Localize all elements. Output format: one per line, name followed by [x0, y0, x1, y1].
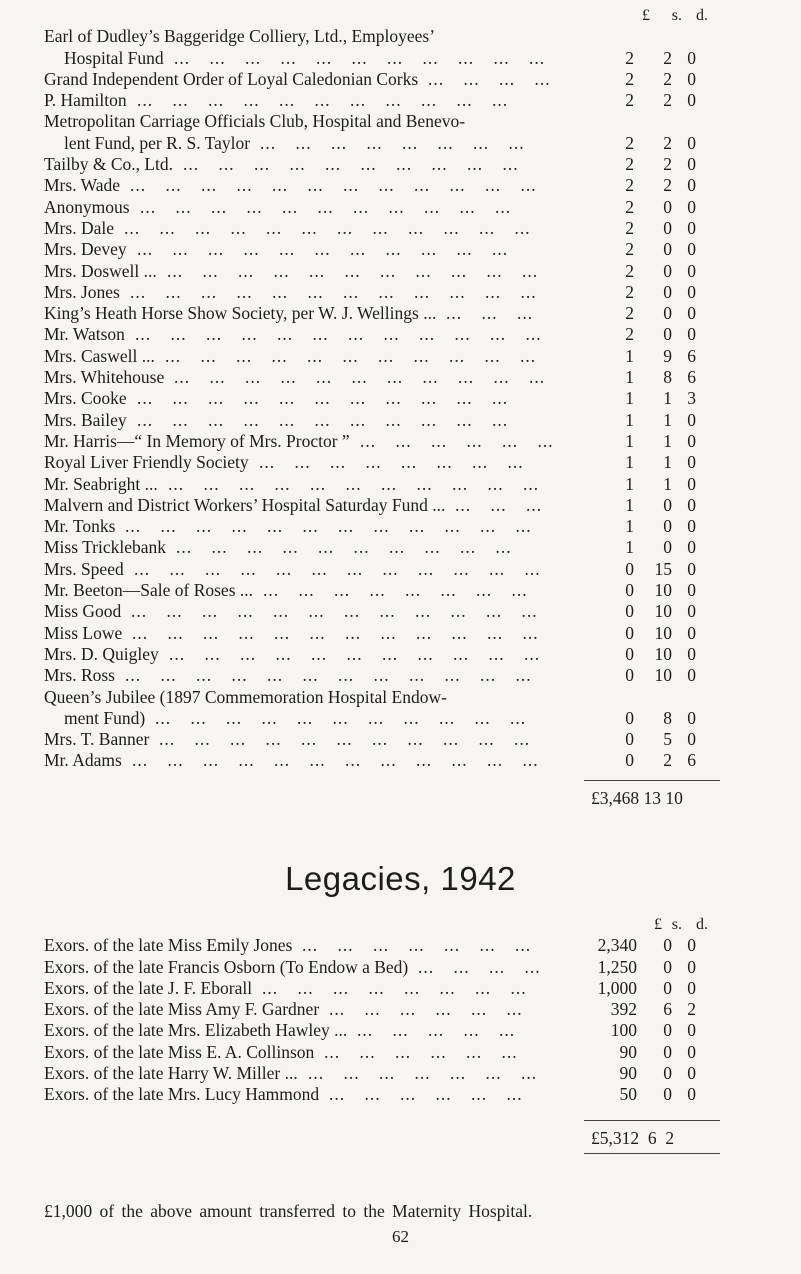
entry-name: Miss Lowe — [44, 622, 123, 643]
table-row — [44, 978, 774, 999]
amount-pounds: 1 — [625, 345, 634, 366]
amount-pounds: 0 — [625, 707, 634, 728]
dot-leader: ... ... ... ... ... ... ... ... ... ... ... ... — [130, 281, 537, 302]
amount-shillings: 0 — [663, 956, 672, 977]
amount-pence: 0 — [687, 260, 696, 281]
dot-leader: ... ... ... ... ... ... ... ... ... ... ... ... — [124, 217, 531, 238]
entry-name: ment Fund) — [64, 707, 146, 728]
dot-leader: ... ... ... ... ... ... ... ... ... ... ... — [174, 367, 546, 388]
table-row — [44, 282, 774, 303]
entry-name: Metropolitan Carriage Officials Club, Hospital and Benevo- — [44, 111, 466, 132]
amount-shillings: 10 — [654, 601, 672, 622]
amount-pence: 0 — [687, 558, 696, 579]
amount-shillings: 0 — [663, 196, 672, 217]
dot-leader: ... ... ... ... ... ... — [329, 999, 523, 1020]
table-row — [44, 580, 774, 601]
table-row — [44, 239, 774, 260]
entry-name: Mrs. D. Quigley — [44, 643, 159, 664]
amount-shillings: 0 — [663, 516, 672, 537]
amount-pence: 0 — [687, 494, 696, 515]
legacies-pounds-header: £ — [654, 916, 662, 933]
amount-pounds: 1 — [625, 516, 634, 537]
amount-pence: 0 — [687, 47, 696, 68]
legacies-subtotal-rule — [584, 1120, 720, 1121]
entry-name: Mrs. Ross — [44, 665, 115, 686]
entry-name: Hospital Fund — [64, 47, 164, 68]
table-row — [44, 90, 774, 111]
dot-leader: ... ... ... ... ... ... ... ... — [260, 132, 525, 153]
amount-shillings: 1 — [663, 388, 672, 409]
dot-leader: ... ... ... ... ... ... ... ... — [262, 977, 527, 998]
amount-pounds: 2 — [625, 154, 634, 175]
table-row — [44, 431, 774, 452]
donations-total-rule — [584, 780, 720, 781]
amount-shillings: 2 — [663, 90, 672, 111]
entry-name: Mr. Seabright ... — [44, 473, 158, 494]
entry-name: Grand Independent Order of Loyal Caledonian Corks — [44, 68, 419, 89]
entry-name: Mrs. Caswell ... — [44, 345, 155, 366]
amount-pounds: 1 — [625, 388, 634, 409]
donations-total: £3,468 13 10 — [591, 788, 683, 808]
dot-leader: ... ... ... ... ... ... ... — [308, 1063, 538, 1084]
pence-header: d. — [696, 7, 708, 24]
amount-pence: 0 — [687, 473, 696, 494]
amount-shillings: 0 — [663, 239, 672, 260]
donations-table — [44, 5, 774, 772]
amount-pounds: 0 — [625, 750, 634, 771]
entry-name: Exors. of the late Miss Emily Jones — [44, 935, 293, 956]
dot-leader: ... ... ... ... — [418, 956, 541, 977]
table-row — [44, 218, 774, 239]
amount-pence: 0 — [687, 977, 696, 998]
amount-pence: 0 — [687, 175, 696, 196]
amount-shillings: 0 — [663, 1020, 672, 1041]
legacies-total: £5,312 6 2 — [591, 1128, 675, 1148]
table-row — [44, 623, 774, 644]
amount-shillings: 10 — [654, 580, 672, 601]
amount-shillings: 2 — [663, 175, 672, 196]
table-row — [44, 48, 774, 69]
amount-pounds: 1 — [625, 367, 634, 388]
entry-name: Queen’s Jubilee (1897 Commemoration Hospital Endow- — [44, 686, 447, 707]
entry-name: lent Fund, per R. S. Taylor — [64, 132, 251, 153]
amount-pence: 0 — [687, 516, 696, 537]
entry-name: Mrs. Wade — [44, 175, 121, 196]
amount-pounds: 0 — [625, 665, 634, 686]
entry-name: Miss Tricklebank — [44, 537, 167, 558]
amount-pounds: 0 — [625, 558, 634, 579]
table-row — [44, 495, 774, 516]
entry-name: Tailby & Co., Ltd. — [44, 154, 174, 175]
table-row — [44, 133, 774, 154]
amount-pounds: 2 — [625, 260, 634, 281]
legacies-total-rule — [584, 1153, 720, 1154]
entry-name: Mr. Tonks — [44, 516, 116, 537]
entry-name: Mrs. T. Banner — [44, 729, 150, 750]
table-row — [44, 197, 774, 218]
amount-pounds: 0 — [625, 729, 634, 750]
table-row — [44, 644, 774, 665]
entry-name: Exors. of the late Francis Osborn (To Endow a Bed) — [44, 956, 409, 977]
entry-name: Mrs. Cooke — [44, 388, 127, 409]
table-row — [44, 1042, 774, 1063]
amount-pence: 0 — [687, 729, 696, 750]
amount-pence: 0 — [687, 281, 696, 302]
entry-name: Mrs. Speed — [44, 558, 124, 579]
legacies-column-header — [44, 914, 774, 935]
dot-leader: ... ... ... ... ... ... — [324, 1041, 518, 1062]
amount-shillings: 0 — [663, 537, 672, 558]
amount-pounds: 1 — [625, 537, 634, 558]
legacies-table — [44, 914, 774, 1106]
table-row — [44, 729, 774, 750]
entry-name: Exors. of the late Miss E. A. Collinson — [44, 1041, 315, 1062]
amount-pounds: 50 — [619, 1084, 637, 1105]
dot-leader: ... ... ... ... ... — [357, 1020, 516, 1041]
amount-pence: 3 — [687, 388, 696, 409]
amount-pounds: 2 — [625, 196, 634, 217]
dot-leader: ... ... ... ... ... ... ... ... ... ... ... — [167, 260, 539, 281]
table-row — [44, 708, 774, 729]
amount-pence: 0 — [687, 217, 696, 238]
table-row — [44, 346, 774, 367]
dot-leader: ... ... ... ... ... ... — [329, 1084, 523, 1105]
amount-shillings: 8 — [663, 707, 672, 728]
amount-pence: 2 — [687, 999, 696, 1020]
amount-pounds: 2 — [625, 132, 634, 153]
table-row — [44, 303, 774, 324]
amount-shillings: 0 — [663, 324, 672, 345]
entry-name: Exors. of the late Mrs. Lucy Hammond — [44, 1084, 320, 1105]
table-row — [44, 559, 774, 580]
amount-pounds: 0 — [625, 643, 634, 664]
entry-name: Mrs. Bailey — [44, 409, 127, 430]
dot-leader: ... ... ... ... ... ... ... ... ... ... ... — [137, 409, 509, 430]
amount-pence: 0 — [687, 580, 696, 601]
dot-leader: ... ... ... ... ... ... ... — [302, 935, 532, 956]
entry-name: Royal Liver Friendly Society — [44, 452, 249, 473]
table-row — [44, 474, 774, 495]
amount-pence: 0 — [687, 707, 696, 728]
entry-name: P. Hamilton — [44, 90, 127, 111]
pounds-header: £ — [642, 7, 650, 24]
entry-name: Anonymous — [44, 196, 130, 217]
amount-pounds: 90 — [619, 1063, 637, 1084]
amount-pence: 0 — [687, 324, 696, 345]
amount-pounds: 1 — [625, 409, 634, 430]
amount-shillings: 1 — [663, 473, 672, 494]
amount-pence: 0 — [687, 196, 696, 217]
legacies-pence-header: d. — [696, 916, 708, 933]
amount-shillings: 2 — [663, 750, 672, 771]
amount-pence: 0 — [687, 90, 696, 111]
dot-leader: ... ... ... ... ... ... ... ... ... ... — [176, 537, 512, 558]
dot-leader: ... ... ... ... ... ... ... ... ... ... ... — [159, 729, 531, 750]
amount-pence: 0 — [687, 622, 696, 643]
entry-name: Mrs. Doswell ... — [44, 260, 157, 281]
amount-pence: 0 — [687, 537, 696, 558]
amount-pence: 0 — [687, 1063, 696, 1084]
dot-leader: ... ... ... ... ... ... ... ... ... ... ... — [165, 345, 537, 366]
amount-pounds: 0 — [625, 580, 634, 601]
dot-leader: ... ... ... ... — [428, 68, 551, 89]
table-row — [44, 410, 774, 431]
table-row — [44, 1084, 774, 1105]
amount-pounds: 1 — [625, 430, 634, 451]
entry-name: Mrs. Whitehouse — [44, 367, 165, 388]
page-number: 62 — [392, 1227, 409, 1246]
amount-pounds: 2 — [625, 217, 634, 238]
dot-leader: ... ... ... ... ... ... ... ... ... ... ... — [140, 196, 512, 217]
entry-name: Mrs. Jones — [44, 281, 120, 302]
amount-pence: 6 — [687, 345, 696, 366]
amount-pounds: 1 — [625, 494, 634, 515]
amount-pounds: 2 — [625, 47, 634, 68]
table-row — [44, 516, 774, 537]
dot-leader: ... ... ... ... ... ... ... ... ... ... ... — [169, 643, 541, 664]
table-row — [44, 601, 774, 622]
entry-name: King’s Heath Horse Show Society, per W. J. Wellings ... — [44, 303, 437, 324]
table-row — [44, 935, 774, 956]
entry-name: Mr. Watson — [44, 324, 125, 345]
amount-pounds: 1 — [625, 473, 634, 494]
shillings-header: s. — [671, 7, 682, 24]
amount-pence: 0 — [687, 132, 696, 153]
entry-name: Mr. Harris—“ In Memory of Mrs. Proctor ” — [44, 430, 350, 451]
legacies-shillings-header: s. — [671, 916, 682, 933]
dot-leader: ... ... ... — [455, 494, 543, 515]
dot-leader: ... ... ... ... ... ... — [360, 430, 554, 451]
amount-shillings: 8 — [663, 367, 672, 388]
amount-shillings: 0 — [663, 1063, 672, 1084]
dot-leader: ... ... ... ... ... ... ... ... ... ... ... — [155, 707, 527, 728]
amount-pounds: 2 — [625, 175, 634, 196]
amount-shillings: 0 — [663, 303, 672, 324]
transfer-note: £1,000 of the above amount transferred to the Maternity Hospital. — [44, 1201, 533, 1221]
amount-pence: 0 — [687, 430, 696, 451]
amount-shillings: 2 — [663, 68, 672, 89]
amount-pence: 6 — [687, 367, 696, 388]
table-row — [44, 154, 774, 175]
amount-shillings: 0 — [663, 935, 672, 956]
entry-name: Miss Good — [44, 601, 122, 622]
donations-column-header — [44, 5, 774, 26]
amount-shillings: 0 — [663, 1041, 672, 1062]
amount-shillings: 5 — [663, 729, 672, 750]
table-row — [44, 1063, 774, 1084]
table-row — [44, 665, 774, 686]
table-row — [44, 261, 774, 282]
amount-pounds: 0 — [625, 622, 634, 643]
amount-shillings: 2 — [663, 132, 672, 153]
amount-pence: 0 — [687, 68, 696, 89]
amount-pence: 0 — [687, 665, 696, 686]
amount-shillings: 0 — [663, 281, 672, 302]
amount-pence: 0 — [687, 1020, 696, 1041]
amount-shillings: 0 — [663, 494, 672, 515]
amount-shillings: 1 — [663, 430, 672, 451]
dot-leader: ... ... ... ... ... ... ... ... ... ... ... ... — [130, 175, 537, 196]
dot-leader: ... ... ... ... ... ... ... ... — [263, 580, 528, 601]
amount-shillings: 9 — [663, 345, 672, 366]
legacies-heading: Legacies, 1942 — [285, 860, 516, 897]
amount-shillings: 10 — [654, 622, 672, 643]
amount-shillings: 2 — [663, 47, 672, 68]
amount-pounds: 2 — [625, 324, 634, 345]
table-row — [44, 999, 774, 1020]
entry-name: Mrs. Devey — [44, 239, 127, 260]
amount-shillings: 0 — [663, 977, 672, 998]
entry-name: Earl of Dudley’s Baggeridge Colliery, Ltd., Employees’ — [44, 26, 436, 47]
amount-pence: 0 — [687, 154, 696, 175]
dot-leader: ... ... ... ... ... ... ... ... ... ... — [183, 154, 519, 175]
table-row — [44, 1020, 774, 1041]
amount-pence: 0 — [687, 956, 696, 977]
amount-pence: 6 — [687, 750, 696, 771]
entry-name: Mr. Beeton—Sale of Roses ... — [44, 580, 254, 601]
table-row — [44, 111, 774, 132]
amount-pounds: 1,000 — [597, 977, 637, 998]
amount-shillings: 2 — [663, 154, 672, 175]
amount-pounds: 2 — [625, 239, 634, 260]
table-row — [44, 367, 774, 388]
amount-pence: 0 — [687, 239, 696, 260]
dot-leader: ... ... ... ... ... ... ... ... ... ... ... — [137, 388, 509, 409]
dot-leader: ... ... ... ... ... ... ... ... — [259, 452, 524, 473]
entry-name: Exors. of the late Mrs. Elizabeth Hawley ... — [44, 1020, 348, 1041]
amount-pounds: 2,340 — [597, 935, 637, 956]
table-row — [44, 69, 774, 90]
dot-leader: ... ... ... ... ... ... ... ... ... ... ... ... — [135, 324, 542, 345]
amount-shillings: 1 — [663, 409, 672, 430]
table-row — [44, 687, 774, 708]
amount-shillings: 0 — [663, 260, 672, 281]
amount-pounds: 2 — [625, 90, 634, 111]
amount-pounds: 100 — [610, 1020, 637, 1041]
amount-pounds: 2 — [625, 68, 634, 89]
amount-shillings: 6 — [663, 999, 672, 1020]
dot-leader: ... ... ... ... ... ... ... ... ... ... ... — [137, 239, 509, 260]
amount-shillings: 0 — [663, 217, 672, 238]
table-row — [44, 750, 774, 771]
dot-leader: ... ... ... — [446, 303, 534, 324]
entry-name: Exors. of the late Harry W. Miller ... — [44, 1063, 298, 1084]
table-row — [44, 452, 774, 473]
dot-leader: ... ... ... ... ... ... ... ... ... ... ... ... — [134, 558, 541, 579]
table-row — [44, 26, 774, 47]
amount-pounds: 1,250 — [597, 956, 637, 977]
entry-name: Mrs. Dale — [44, 217, 114, 238]
entry-name: Mr. Adams — [44, 750, 122, 771]
amount-pence: 0 — [687, 1041, 696, 1062]
amount-pounds: 2 — [625, 281, 634, 302]
table-row — [44, 175, 774, 196]
amount-pounds: 90 — [619, 1041, 637, 1062]
amount-pounds: 1 — [625, 452, 634, 473]
amount-pounds: 0 — [625, 601, 634, 622]
amount-shillings: 15 — [654, 558, 672, 579]
table-row — [44, 324, 774, 345]
amount-shillings: 10 — [654, 643, 672, 664]
table-row — [44, 957, 774, 978]
table-row — [44, 388, 774, 409]
dot-leader: ... ... ... ... ... ... ... ... ... ... ... — [168, 473, 540, 494]
amount-shillings: 10 — [654, 665, 672, 686]
entry-name: Exors. of the late J. F. Eborall — [44, 977, 253, 998]
dot-leader: ... ... ... ... ... ... ... ... ... ... ... ... — [132, 622, 539, 643]
amount-pence: 0 — [687, 409, 696, 430]
amount-pounds: 392 — [610, 999, 637, 1020]
amount-pence: 0 — [687, 303, 696, 324]
amount-pounds: 2 — [625, 303, 634, 324]
dot-leader: ... ... ... ... ... ... ... ... ... ... ... ... — [125, 665, 532, 686]
dot-leader: ... ... ... ... ... ... ... ... ... ... ... — [137, 90, 509, 111]
amount-pence: 0 — [687, 1084, 696, 1105]
amount-pence: 0 — [687, 452, 696, 473]
dot-leader: ... ... ... ... ... ... ... ... ... ... ... ... — [125, 516, 532, 537]
amount-pence: 0 — [687, 601, 696, 622]
amount-pence: 0 — [687, 935, 696, 956]
amount-shillings: 1 — [663, 452, 672, 473]
dot-leader: ... ... ... ... ... ... ... ... ... ... ... — [174, 47, 546, 68]
dot-leader: ... ... ... ... ... ... ... ... ... ... ... ... — [131, 601, 538, 622]
entry-name: Exors. of the late Miss Amy F. Gardner — [44, 999, 320, 1020]
amount-shillings: 0 — [663, 1084, 672, 1105]
entry-name: Malvern and District Workers’ Hospital Saturday Fund ... — [44, 494, 446, 515]
amount-pence: 0 — [687, 643, 696, 664]
dot-leader: ... ... ... ... ... ... ... ... ... ... ... ... — [132, 750, 539, 771]
table-row — [44, 537, 774, 558]
